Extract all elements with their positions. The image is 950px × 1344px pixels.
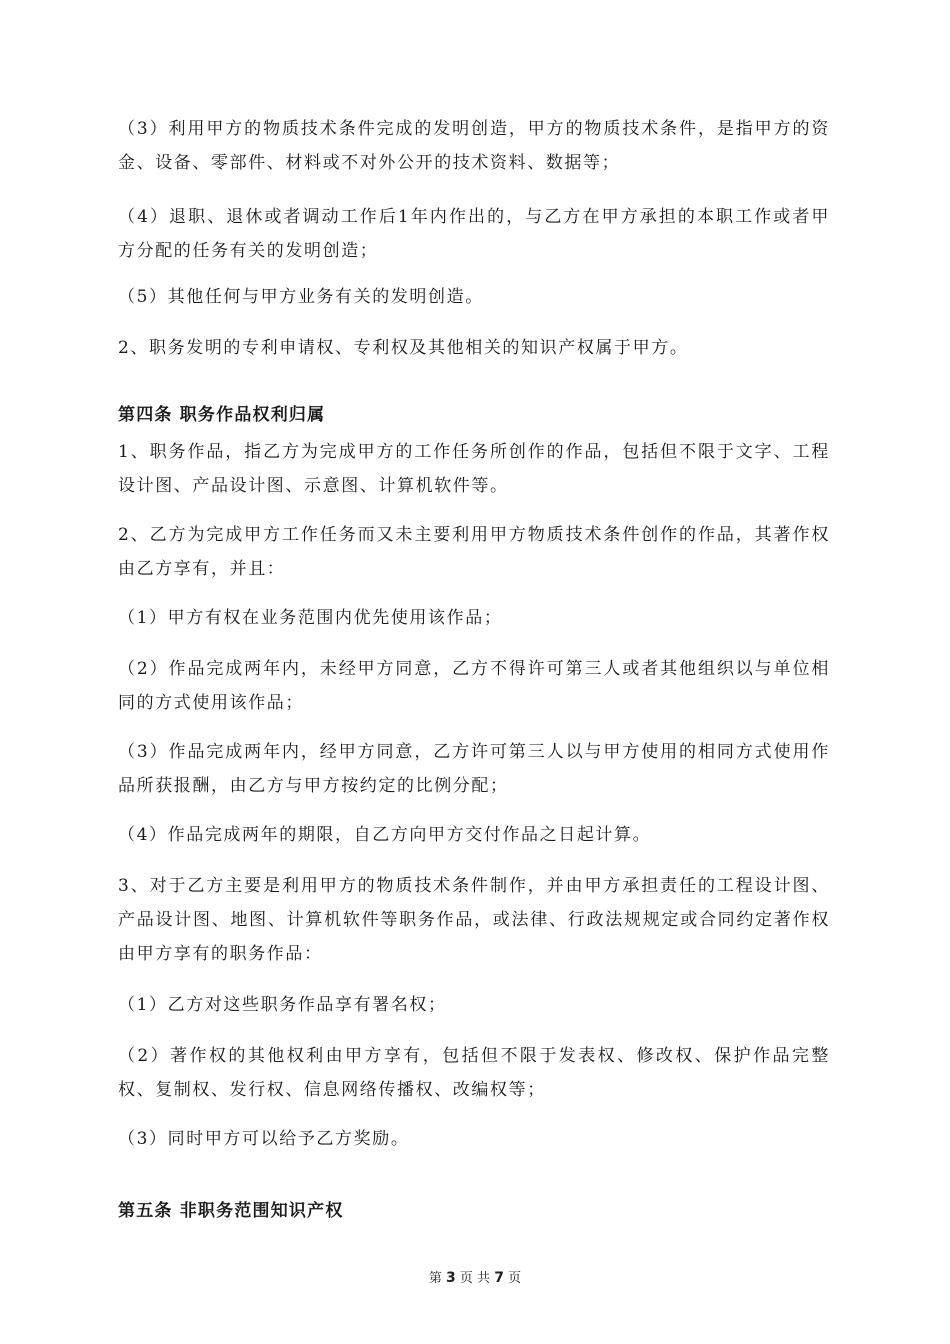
- clause-paragraph: （2）作品完成两年内，未经甲方同意，乙方不得许可第三人或者其他组织以与单位相同的方式使用该作品；: [118, 659, 830, 713]
- clause-paragraph: （3）利用甲方的物质技术条件完成的发明创造，甲方的物质技术条件，是指甲方的资金、设备、零部件、材料或不对外公开的技术资料、数据等；: [118, 119, 830, 173]
- section-heading: 第五条 非职务范围知识产权: [118, 1201, 344, 1221]
- clause-paragraph: （3）同时甲方可以给予乙方奖励。: [118, 1129, 410, 1149]
- clause-paragraph: 2、职务发明的专利申请权、专利权及其他相关的知识产权属于甲方。: [118, 338, 689, 358]
- clause-paragraph: （2）著作权的其他权利由甲方享有，包括但不限于发表权、修改权、保护作品完整权、复制权、发行权、信息网络传播权、改编权等；: [118, 1046, 830, 1100]
- clause-paragraph: （1）乙方对这些职务作品享有署名权；: [118, 995, 447, 1015]
- page-footer: [0, 1268, 950, 1289]
- total-page-number: 7: [494, 1270, 504, 1286]
- clause-paragraph: （5）其他任何与甲方业务有关的发明创造。: [118, 287, 484, 307]
- clause-paragraph: （4）作品完成两年的期限，自乙方向甲方交付作品之日起计算。: [118, 825, 652, 845]
- clause-paragraph: 1、职务作品，指乙方为完成甲方的工作任务所创作的作品，包括但不限于文字、工程设计图、产品设计图、示意图、计算机软件等。: [118, 442, 830, 496]
- clause-paragraph: （3）作品完成两年内，经甲方同意，乙方许可第三人以与甲方使用的相同方式使用作品所获报酬，由乙方与甲方按约定的比例分配；: [118, 742, 830, 796]
- footer-middle: 页 共: [459, 1271, 491, 1286]
- section-heading: 第四条 职务作品权利归属: [118, 405, 326, 425]
- clause-paragraph: （1）甲方有权在业务范围内优先使用该作品；: [118, 608, 503, 628]
- clause-paragraph: （4）退职、退休或者调动工作后1年内作出的，与乙方在甲方承担的本职工作或者甲方分配的任务有关的发明创造；: [118, 207, 830, 261]
- clause-paragraph: 2、乙方为完成甲方工作任务而又未主要利用甲方物质技术条件创作的作品，其著作权由乙方享有，并且：: [118, 525, 830, 579]
- current-page-number: 3: [446, 1270, 456, 1286]
- footer-prefix: 第: [428, 1271, 442, 1286]
- clause-paragraph: 3、对于乙方主要是利用甲方的物质技术条件制作，并由甲方承担责任的工程设计图、产品设计图、地图、计算机软件等职务作品，或法律、行政法规规定或合同约定著作权由甲方享有的职务作品：: [118, 876, 830, 964]
- footer-suffix: 页: [508, 1271, 522, 1286]
